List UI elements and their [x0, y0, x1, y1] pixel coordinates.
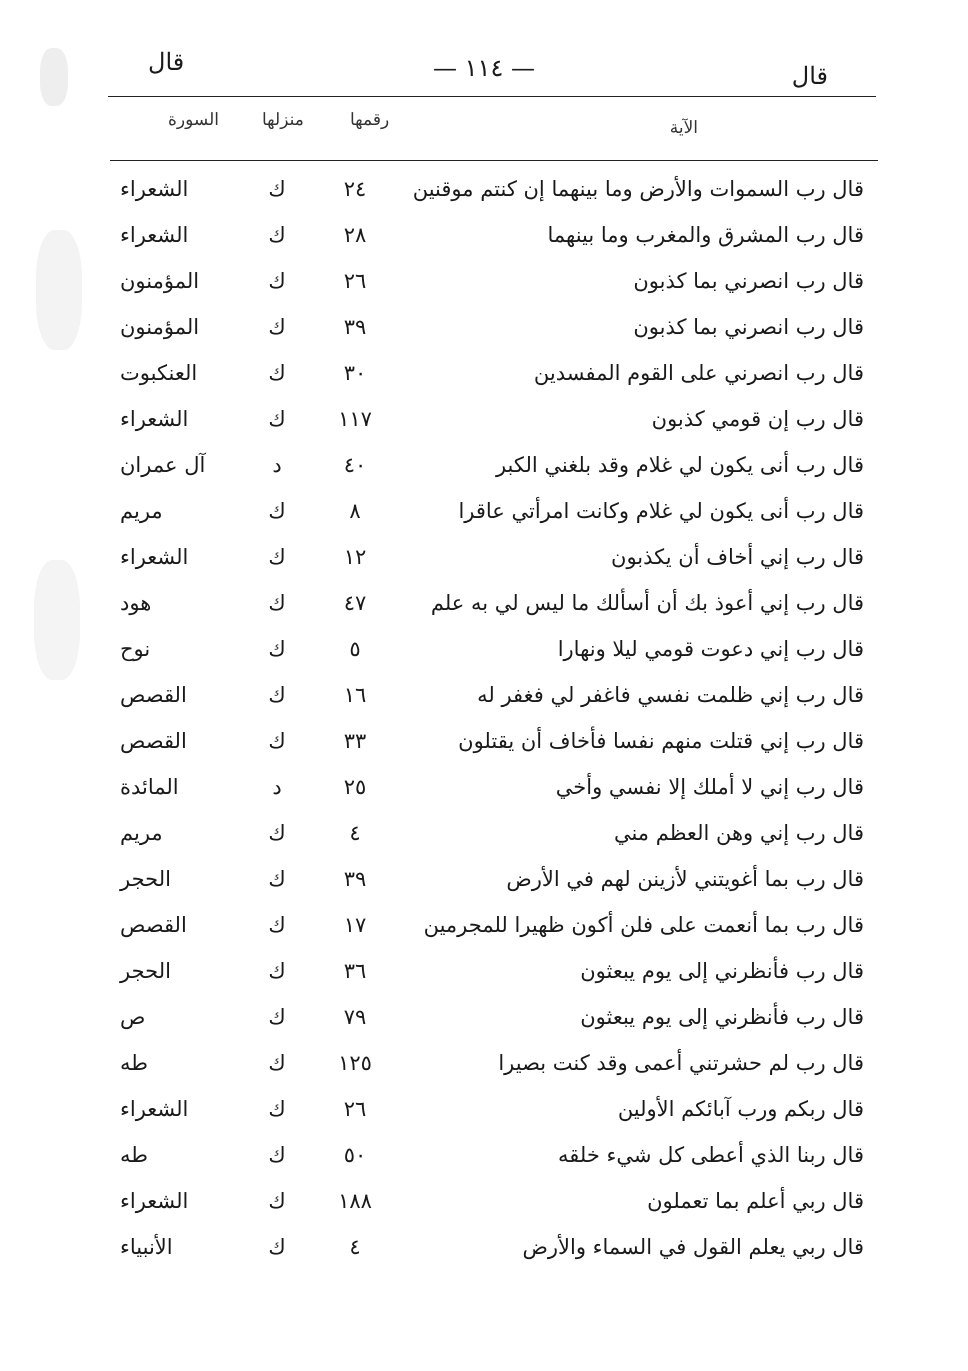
table-row [0, 582, 968, 628]
table-row [0, 260, 968, 306]
sura-name-cell: مريم [120, 499, 163, 523]
sura-name-cell: الشعراء [120, 407, 189, 431]
table-row [0, 1226, 968, 1272]
column-header-number: رقمها [350, 110, 390, 130]
verse-cell: قال رب بما أنعمت على فلن أكون ظهيرا للمجرمين [423, 913, 864, 937]
table-row [0, 628, 968, 674]
revelation-place-cell: ك [268, 315, 286, 339]
revelation-place-cell: ك [268, 1143, 286, 1167]
verse-number-cell: ٣٦ [343, 959, 367, 983]
sura-name-cell: الحجر [120, 959, 171, 983]
verse-number-cell: ٢٨ [343, 223, 367, 247]
table-row [0, 996, 968, 1042]
verse-number-cell: ٣٠ [343, 361, 367, 385]
revelation-place-cell: ك [268, 1235, 286, 1259]
verse-cell: قال ربنا الذي أعطى كل شيء خلقه [558, 1143, 864, 1167]
sura-name-cell: المائدة [120, 775, 179, 799]
verse-number-cell: ٨ [349, 499, 361, 523]
revelation-place-cell: ك [268, 269, 286, 293]
verse-number-cell: ٤٧ [343, 591, 367, 615]
running-head-right: قال [791, 62, 828, 90]
revelation-place-cell: ك [268, 821, 286, 845]
header-rule [110, 160, 878, 161]
table-row [0, 168, 968, 214]
verse-number-cell: ٣٣ [343, 729, 367, 753]
verse-number-cell: ٢٦ [343, 1097, 367, 1121]
verse-number-cell: ٥٠ [343, 1143, 367, 1167]
table-row [0, 904, 968, 950]
page-number: — ١١٤ — [433, 54, 535, 82]
revelation-place-cell: ك [268, 1097, 286, 1121]
sura-name-cell: القصص [120, 729, 187, 753]
verse-cell: قال رب أنى يكون لي غلام وقد بلغني الكبر [495, 453, 864, 477]
verse-number-cell: ٤ [349, 1235, 361, 1259]
sura-name-cell: القصص [120, 913, 187, 937]
verse-cell: قال رب انصرني على القوم المفسدين [533, 361, 864, 385]
verse-cell: قال رب انصرني بما كذبون [633, 315, 864, 339]
top-rule [108, 96, 876, 97]
verse-number-cell: ١١٧ [338, 407, 372, 431]
revelation-place-cell: ك [268, 913, 286, 937]
table-row [0, 950, 968, 996]
verse-cell: قال رب إني دعوت قومي ليلا ونهارا [557, 637, 864, 661]
verse-number-cell: ٤ [349, 821, 361, 845]
table-row [0, 1180, 968, 1226]
column-header-place: منزلها [262, 110, 304, 130]
column-header-sura: السورة [168, 110, 219, 130]
sura-name-cell: المؤمنون [120, 315, 200, 339]
table-row [0, 812, 968, 858]
sura-name-cell: المؤمنون [120, 269, 200, 293]
table-row [0, 444, 968, 490]
sura-name-cell: الشعراء [120, 177, 189, 201]
table-row [0, 306, 968, 352]
sura-name-cell: طه [120, 1051, 148, 1075]
verse-cell: قال رب بما أغويتني لأزينن لهم في الأرض [506, 867, 864, 891]
table-row [0, 214, 968, 260]
table-row [0, 536, 968, 582]
verse-cell: قال ربي يعلم القول في السماء والأرض [522, 1235, 864, 1259]
verse-number-cell: ٥ [349, 637, 361, 661]
sura-name-cell: العنكبوت [120, 361, 198, 385]
table-row [0, 720, 968, 766]
verse-cell: قال رب انصرني بما كذبون [633, 269, 864, 293]
sura-name-cell: طه [120, 1143, 148, 1167]
verse-number-cell: ١٦ [343, 683, 367, 707]
sura-name-cell: الشعراء [120, 1097, 189, 1121]
revelation-place-cell: ك [268, 499, 286, 523]
sura-name-cell: الشعراء [120, 1189, 189, 1213]
table-row [0, 766, 968, 812]
sura-name-cell: الشعراء [120, 223, 189, 247]
verse-number-cell: ١٢ [343, 545, 367, 569]
column-header-verse: الآية [669, 118, 698, 138]
verse-cell: قال رب أنى يكون لي غلام وكانت امرأتي عاقرا [458, 499, 864, 523]
table-row [0, 858, 968, 904]
verse-cell: قال رب لم حشرتني أعمى وقد كنت بصيرا [498, 1051, 864, 1075]
verse-cell: قال رب إني وهن العظم مني [613, 821, 864, 845]
table-row [0, 352, 968, 398]
verse-number-cell: ١٨٨ [338, 1189, 372, 1213]
sura-name-cell: مريم [120, 821, 163, 845]
sura-name-cell: الحجر [120, 867, 171, 891]
running-head-left: قال [148, 48, 185, 76]
revelation-place-cell: ك [268, 1005, 286, 1029]
verse-cell: قال رب إني أخاف أن يكذبون [611, 545, 864, 569]
sura-name-cell: هود [120, 591, 152, 615]
revelation-place-cell: ك [268, 683, 286, 707]
revelation-place-cell: ك [268, 223, 286, 247]
sura-name-cell: الأنبياء [120, 1235, 173, 1259]
verse-number-cell: ٤٠ [343, 453, 367, 477]
revelation-place-cell: ك [268, 545, 286, 569]
index-table [0, 168, 968, 1272]
revelation-place-cell: ك [268, 361, 286, 385]
revelation-place-cell: د [272, 775, 282, 799]
revelation-place-cell: ك [268, 591, 286, 615]
revelation-place-cell: ك [268, 959, 286, 983]
revelation-place-cell: ك [268, 637, 286, 661]
sura-name-cell: القصص [120, 683, 187, 707]
verse-number-cell: ٢٤ [343, 177, 367, 201]
table-row [0, 1088, 968, 1134]
revelation-place-cell: ك [268, 407, 286, 431]
scan-mark [34, 560, 80, 680]
verse-number-cell: ٧٩ [343, 1005, 367, 1029]
revelation-place-cell: د [272, 453, 282, 477]
sura-name-cell: نوح [120, 637, 151, 661]
verse-number-cell: ١٧ [343, 913, 367, 937]
table-row [0, 1042, 968, 1088]
verse-number-cell: ٣٩ [343, 315, 367, 339]
verse-cell: قال رب إني أعوذ بك أن أسألك ما ليس لي به علم [430, 591, 864, 615]
verse-cell: قال رب فأنظرني إلى يوم يبعثون [580, 1005, 864, 1029]
sura-name-cell: الشعراء [120, 545, 189, 569]
verse-cell: قال رب إني ظلمت نفسي فاغفر لي فغفر له [477, 683, 864, 707]
verse-cell: قال ربي أعلم بما تعملون [647, 1189, 864, 1213]
table-row [0, 1134, 968, 1180]
scan-mark [36, 230, 82, 350]
verse-cell: قال رب إني لا أملك إلا نفسي وأخي [555, 775, 864, 799]
scan-mark [40, 48, 68, 106]
verse-number-cell: ١٢٥ [338, 1051, 372, 1075]
revelation-place-cell: ك [268, 177, 286, 201]
verse-number-cell: ٢٥ [343, 775, 367, 799]
verse-cell: قال رب المشرق والمغرب وما بينهما [547, 223, 864, 247]
verse-cell: قال ربكم ورب آبائكم الأولين [617, 1097, 864, 1121]
sura-name-cell: ص [120, 1005, 146, 1029]
table-row [0, 490, 968, 536]
verse-cell: قال رب إني قتلت منهم نفسا فأخاف أن يقتلون [458, 729, 864, 753]
sura-name-cell: آل عمران [120, 453, 206, 477]
table-row [0, 398, 968, 444]
revelation-place-cell: ك [268, 729, 286, 753]
revelation-place-cell: ك [268, 1189, 286, 1213]
table-row [0, 674, 968, 720]
verse-cell: قال رب السموات والأرض وما بينهما إن كنتم موقنين [412, 177, 864, 201]
verse-number-cell: ٢٦ [343, 269, 367, 293]
verse-cell: قال رب فأنظرني إلى يوم يبعثون [580, 959, 864, 983]
revelation-place-cell: ك [268, 867, 286, 891]
verse-cell: قال رب إن قومي كذبون [651, 407, 864, 431]
verse-number-cell: ٣٩ [343, 867, 367, 891]
revelation-place-cell: ك [268, 1051, 286, 1075]
